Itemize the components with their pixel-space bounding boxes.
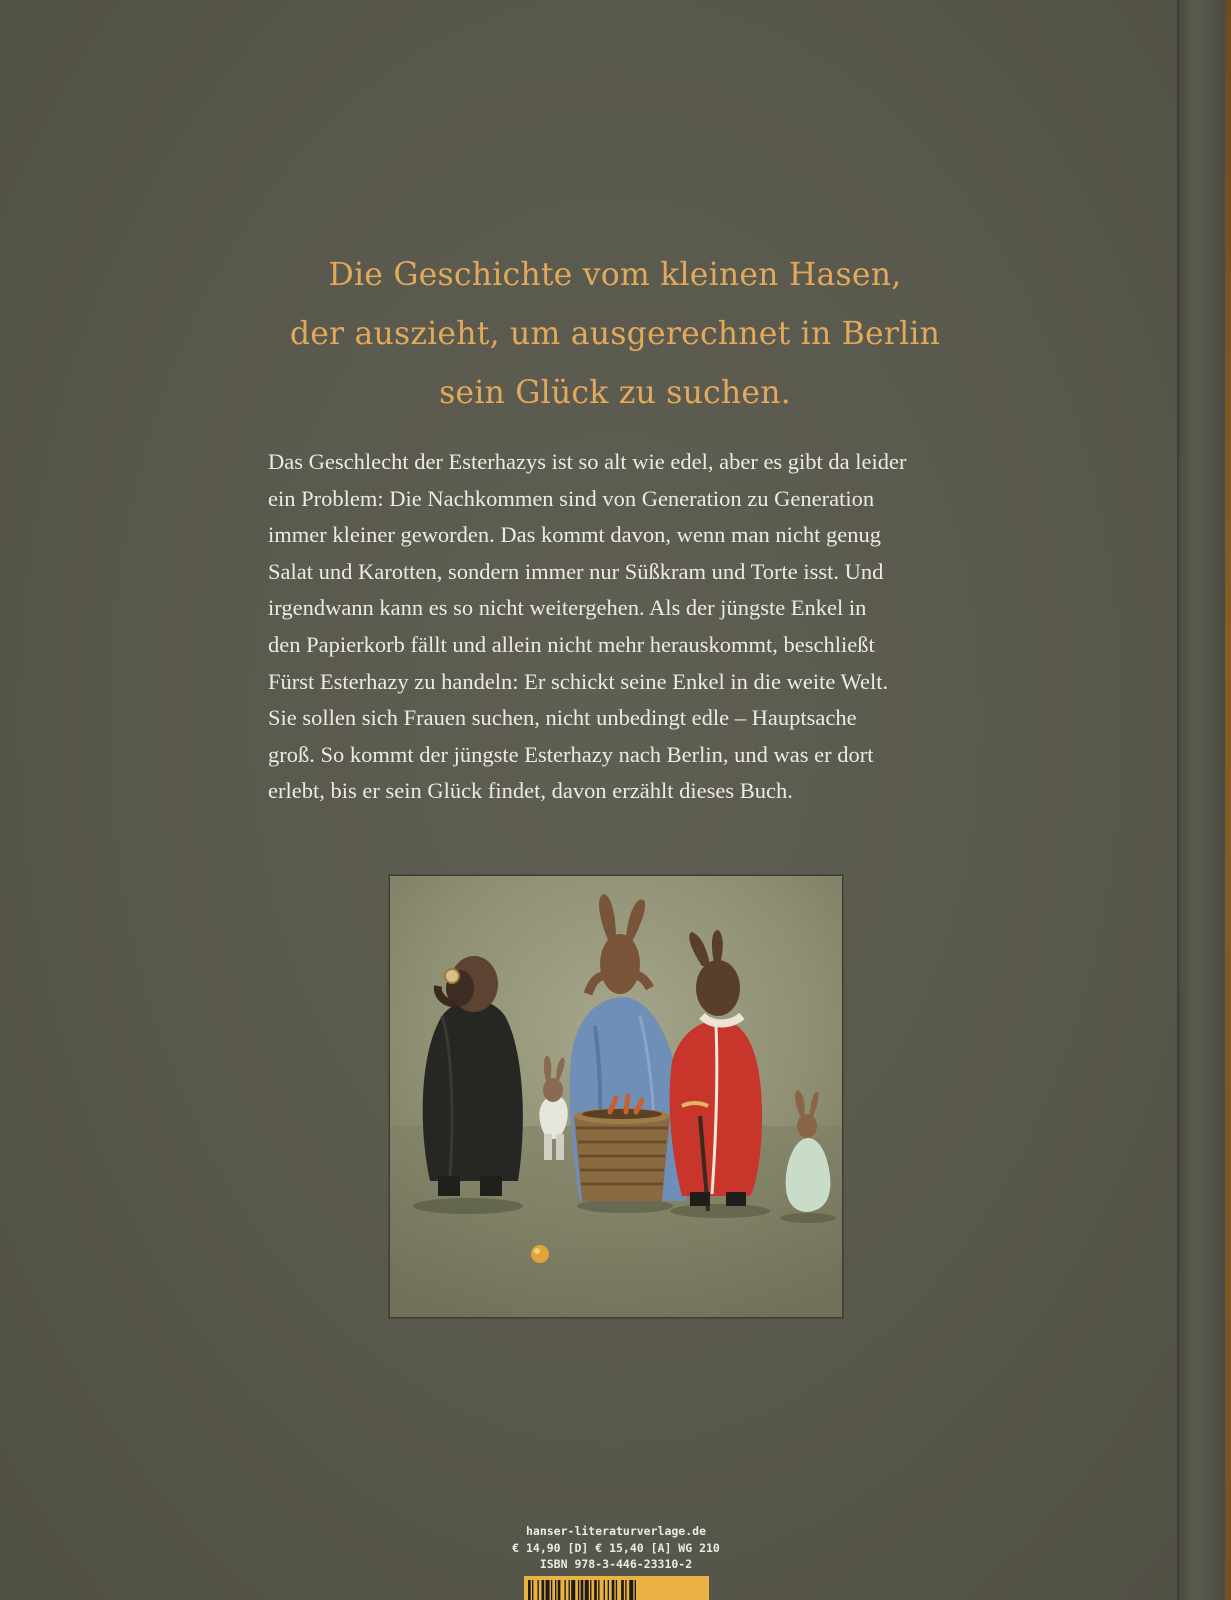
blurb-line-8: Sie sollen sich Frauen suchen, nicht unbedingt edle – Hauptsache (268, 705, 857, 731)
blurb-line-7: Fürst Esterhazy zu handeln: Er schickt seine Enkel in die weite Welt. (268, 668, 889, 694)
barcode-bar (569, 1580, 570, 1600)
blurb-line-5: irgendwann kann es so nicht weitergehen. Als der jüngste Enkel in (268, 595, 867, 621)
blurb-line-6: den Papierkorb fällt und allein nicht mehr herauskommt, beschließt (268, 631, 875, 657)
barcode-bar (585, 1580, 589, 1600)
barcode-bar (555, 1580, 556, 1600)
blurb-line-2: ein Problem: Die Nachkommen sind von Generation zu Generation (268, 485, 875, 511)
barcode-bar (629, 1580, 633, 1600)
barcode-bar (612, 1580, 615, 1600)
blurb-line-4: Salat und Karotten, sondern immer nur Süßkram und Torte isst. Und (268, 558, 884, 584)
barcode-bar (532, 1580, 533, 1600)
blurb-text (268, 444, 961, 810)
barcode-bar (616, 1580, 617, 1600)
barcode-bar (571, 1580, 575, 1600)
barcode-bar (551, 1580, 552, 1600)
barcode-bar (528, 1580, 531, 1600)
rabbit-family-illustration (389, 875, 843, 1318)
spine-edge (1225, 0, 1231, 1600)
barcode (524, 1576, 709, 1600)
barcode-bar (635, 1580, 636, 1600)
barcode-bar (578, 1580, 579, 1600)
book-spine (1177, 0, 1231, 1600)
barcode-bar (564, 1580, 565, 1600)
wicker-basket (574, 1096, 670, 1201)
barcode-bar (621, 1580, 624, 1600)
barcode-bar (604, 1580, 605, 1600)
tagline (220, 246, 1010, 423)
blurb-line-9: groß. So kommt der jüngste Esterhazy nach Berlin, und was er dort (268, 741, 874, 767)
orange-ball (531, 1245, 549, 1263)
tagline-line-3: sein Glück zu suchen. (439, 375, 791, 411)
publisher-imprint (440, 1523, 792, 1573)
blurb-line-3: immer kleiner geworden. Das kommt davon, wenn man nicht genug (268, 522, 881, 548)
barcode-bar (598, 1580, 599, 1600)
price-line: € 14,90 [D] € 15,40 [A] WG 210 (512, 1540, 720, 1555)
barcode-bar (558, 1580, 561, 1600)
barcode-bar (546, 1580, 550, 1600)
isbn-line: ISBN 978-3-446-23310-2 (539, 1557, 693, 1571)
tagline-line-1: Die Geschichte vom kleinen Hasen, (328, 257, 902, 293)
barcode-bar (542, 1580, 545, 1600)
blurb-line-10: erlebt, bis er sein Glück findet, davon erzählt dieses Buch. (268, 778, 793, 804)
blurb-line-1: Das Geschlecht der Esterhazys ist so alt wie edel, aber es gibt da leider (268, 449, 907, 474)
tagline-line-2: der auszieht, um ausgerechnet in Berlin (289, 316, 941, 352)
barcode-bar (625, 1580, 626, 1600)
barcode-bar (590, 1580, 591, 1600)
barcode-bar (594, 1580, 597, 1600)
barcode-bar (537, 1580, 538, 1600)
barcode-bar (581, 1580, 584, 1600)
barcode-bar (608, 1580, 609, 1600)
publisher-website: hanser-literaturverlage.de (525, 1524, 706, 1538)
